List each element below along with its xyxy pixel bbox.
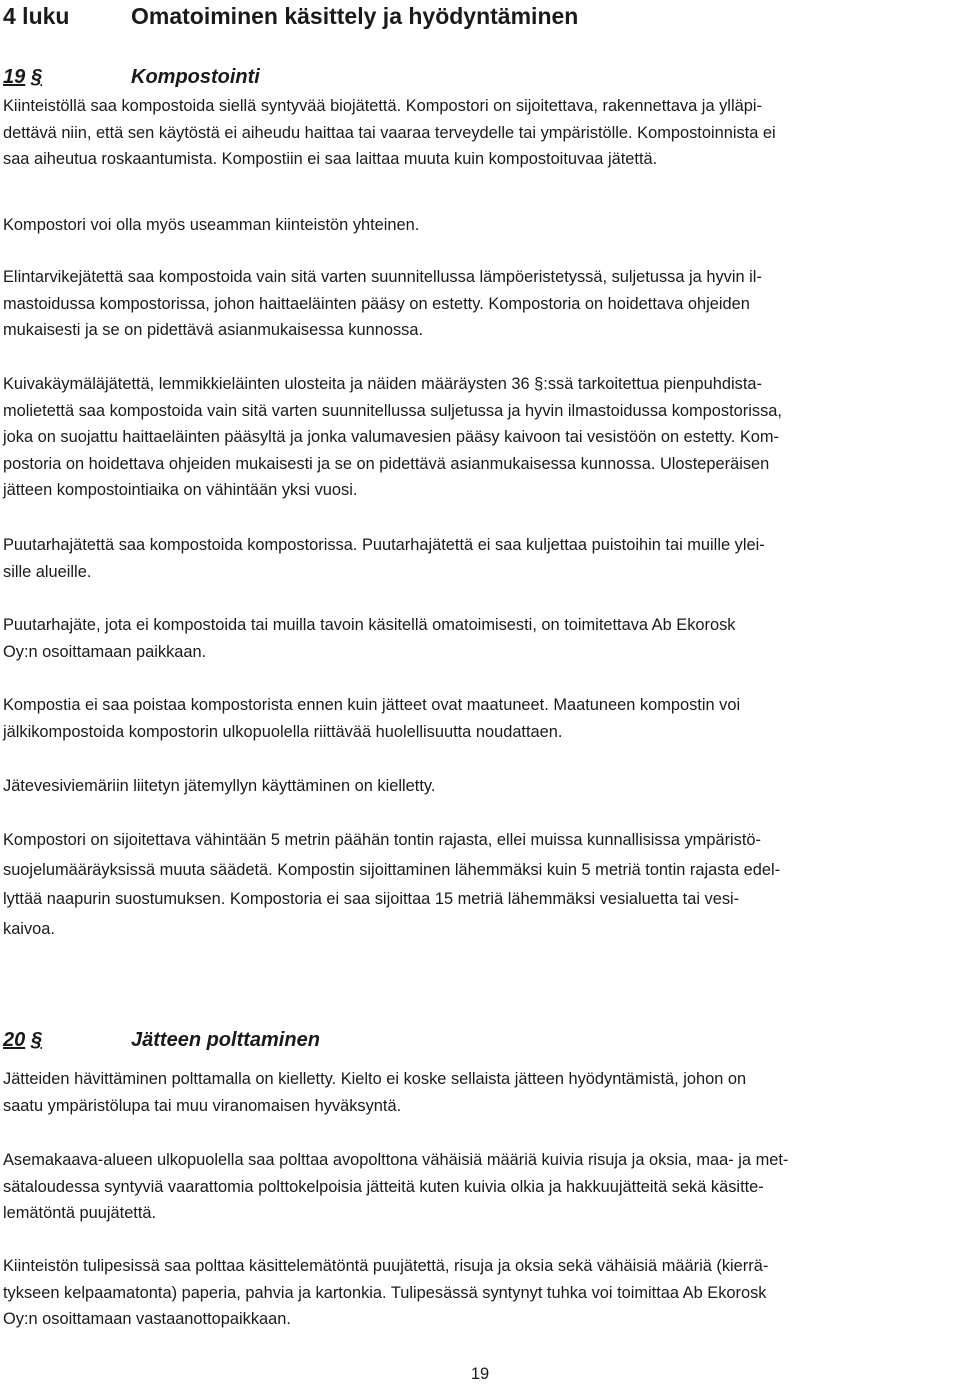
text-line: joka on suojattu haittaeläinten pääsyltä ja jonka valumavesien pääsy kaivoon tai vesistöön on estetty. Kom- (3, 428, 779, 446)
section-20-title: Jätteen polttaminen (131, 1029, 320, 1051)
section-19-mark: § (30, 66, 42, 88)
text-line: kaivoa. (3, 919, 55, 938)
s19-paragraph-7 (3, 692, 957, 745)
s20-paragraph-1 (3, 1066, 957, 1119)
text-line: Puutarhajätettä saa kompostoida kompostorissa. Puutarhajätettä ei saa kuljettaa puistoihin tai muille ylei- (3, 536, 765, 554)
text-line: Kompostia ei saa poistaa kompostorista ennen kuin jätteet ovat maatuneet. Maatuneen kompostin voi (3, 696, 741, 714)
text-line: molietettä saa kompostoida vain sitä varten suunnitellussa suljetussa ja hyvin ilmastoidussa kompostorissa, (3, 401, 782, 420)
text-line: saa aiheutua roskaantumista. Kompostiin ei saa laittaa muuta kuin kompostoituvaa jätettä. (3, 150, 658, 168)
text-line: tykseen kelpaamatonta) paperia, pahvia ja kartonkia. Tulipesässä syntynyt tuhka voi toimittaa Ab Ekorosk (3, 1283, 767, 1302)
s20-paragraph-3 (3, 1253, 957, 1333)
s19-paragraph-8 (3, 773, 957, 800)
s19-paragraph-2 (3, 212, 957, 239)
text-line: lemätöntä puujätettä. (3, 1204, 157, 1222)
page-number: 19 (470, 1365, 490, 1383)
text-line: suojelumääräyksissä muuta säädetä. Kompostin sijoittaminen lähemmäksi kuin 5 metriä tontin rajasta edel- (3, 860, 781, 879)
text-line: lyttää naapurin suostumuksen. Kompostoria ei saa sijoittaa 15 metriä lähemmäksi vesialuetta tai vesi- (3, 890, 740, 908)
text-line: mukaisesti ja se on pidettävä asianmukaisessa kunnossa. (3, 321, 424, 339)
chapter-number: 4 luku (3, 3, 70, 29)
s19-paragraph-3 (3, 264, 957, 344)
text-line: Oy:n osoittamaan vastaanottopaikkaan. (3, 1310, 291, 1328)
text-line: Jätevesiviemäriin liitetyn jätemyllyn käyttäminen on kielletty. (3, 777, 436, 795)
chapter-title: Omatoiminen käsittely ja hyödyntäminen (131, 3, 579, 29)
text-line: Oy:n osoittamaan paikkaan. (3, 642, 207, 661)
s19-paragraph-1 (3, 93, 957, 173)
text-line: sätaloudessa syntyviä vaarattomia polttokelpoisia jätteitä kuten kuivia olkia ja hakkuujätteitä sekä käsitte- (3, 1177, 764, 1196)
text-line: Kuivakäymäläjätettä, lemmikkieläinten ulosteita ja näiden määräysten 36 §:ssä tarkoitettua pienpuhdista- (3, 375, 762, 393)
chapter-heading (3, 0, 578, 32)
text-line: Puutarhajäte, jota ei kompostoida tai muilla tavoin käsitellä omatoimisesti, on toimitettava Ab Ekorosk (3, 616, 736, 634)
text-line: jälkikompostoida kompostorin ulkopuolella riittävää huolellisuutta noudattaen. (3, 722, 563, 741)
section-20-heading (3, 1024, 320, 1056)
text-line: mastoidussa kompostorissa, johon haittaeläinten pääsy on estetty. Kompostoria on hoidettava ohjeiden (3, 294, 750, 313)
s19-paragraph-5 (3, 532, 957, 585)
s19-paragraph-4 (3, 371, 957, 504)
text-line: postoria on hoidettava ohjeiden mukaisesti ja se on pidettävä asianmukaisessa kunnossa. Ulosteperäisen (3, 454, 770, 473)
section-19-title: Kompostointi (131, 66, 260, 88)
text-line: Kompostori on sijoitettava vähintään 5 metrin päähän tontin rajasta, ellei muissa kunnallisissa ympäristö- (3, 831, 761, 849)
text-line: Elintarvikejätettä saa kompostoida vain sitä varten suunnitellussa lämpöeristetyssä, suljetussa ja hyvin il- (3, 268, 762, 286)
section-19-number: 19 (3, 66, 26, 88)
s19-paragraph-6 (3, 612, 957, 665)
section-20-number: 20 (3, 1029, 26, 1051)
s19-paragraph-9 (3, 826, 957, 944)
text-line: Kiinteistön tulipesissä saa polttaa käsittelemätöntä puujätettä, risuja ja oksia sekä vähäisiä määriä (kierrä- (3, 1257, 769, 1275)
text-line: Kompostori voi olla myös useamman kiinteistön yhteinen. (3, 216, 420, 234)
text-line: sille alueille. (3, 562, 92, 581)
text-line: jätteen kompostointiaika on vähintään yksi vuosi. (3, 481, 358, 499)
text-line: Jätteiden hävittäminen polttamalla on kielletty. Kielto ei koske sellaista jätteen hyödyntämistä, johon on (3, 1070, 747, 1088)
section-20-mark: § (30, 1029, 42, 1051)
s20-paragraph-2 (3, 1147, 957, 1227)
text-line: saatu ympäristölupa tai muu viranomaisen hyväksyntä. (3, 1096, 402, 1115)
text-line: dettävä niin, että sen käytöstä ei aiheudu haittaa tai vaaraa terveydelle tai ympäristölle. Kompostoinnista ei (3, 123, 776, 142)
section-19-heading (3, 61, 260, 93)
text-line: Asemakaava-alueen ulkopuolella saa polttaa avopolttona vähäisiä määriä kuivia risuja ja oksia, maa- ja met- (3, 1151, 789, 1169)
text-line: Kiinteistöllä saa kompostoida siellä syntyvää biojätettä. Kompostori on sijoitettava, rakennettava ja ylläpi- (3, 97, 762, 115)
